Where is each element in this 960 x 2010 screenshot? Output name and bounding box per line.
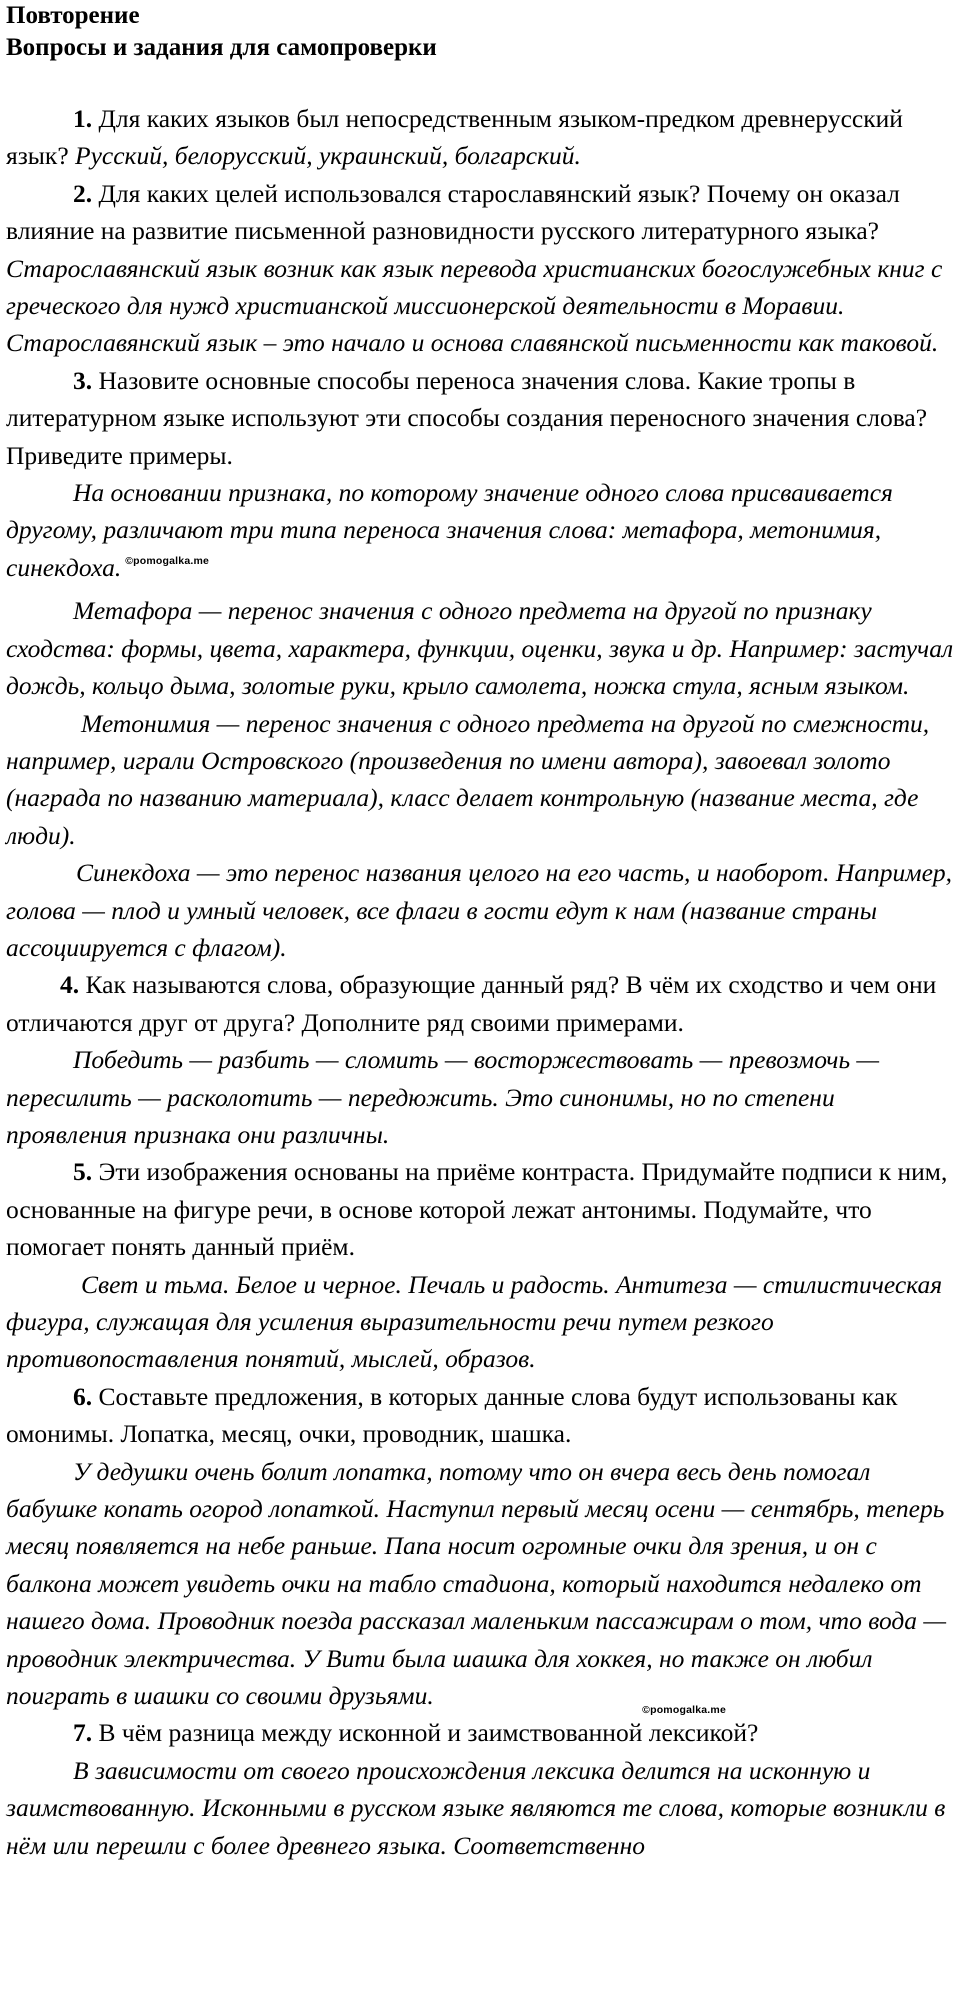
section-title: Повторение bbox=[6, 2, 140, 29]
answer-paragraph bbox=[6, 474, 956, 592]
answer-paragraph: Метафора — перенос значения с одного предмета на другой по признаку сходства: формы, цвета, характера, функции, оценки, звука и др. Например: застучал дождь, кольцо дыма, золотые руки, крыло самолета, ножка стула, ясным языком. bbox=[6, 596, 954, 701]
question-text: В чём разница между исконной и заимствованной лексикой? bbox=[92, 1718, 759, 1748]
question-2 bbox=[6, 175, 956, 362]
question-3 bbox=[6, 362, 956, 474]
answer-inline: Русский, белорусский, украинский, болгарский. bbox=[75, 141, 581, 171]
answer-paragraph: У дедушки очень болит лопатка, потому что он вчера весь день помогал бабушке копать огород лопаткой. Наступил первый месяц осени — сентябрь, теперь месяц появляется на небе раньше. Папа носит огромные очки для зрения, и он с балкона может увидеть очки на табло стадиона, который находится недалеко от нашего дома. Проводник поезда рассказал маленьким пассажирам о том, что вода — проводник электричества. У Вити была шашка для хоккея, но также он любил поиграть в шашки со своими друзьями. bbox=[6, 1456, 947, 1711]
answer-text: На основании признака, по которому значение одного слова присваивается другому, различают три типа переноса значения слова: метафора, метонимия, синекдоха. bbox=[6, 478, 893, 582]
answer-paragraph: Победить — разбить — сломить — восторжествовать — превозмочь — пересилить — расколотить — передюжить. Это синонимы, но по степени проявления признака они различны. bbox=[6, 1045, 880, 1149]
question-number: 2. bbox=[73, 178, 93, 208]
question-6 bbox=[6, 1378, 956, 1453]
question-1 bbox=[6, 100, 956, 175]
document-page: Повторение Вопросы и задания для самопроверки 1. Для каких языков был непосредственным языком-предком древнерусский язык? Русский, белорусский, украинский, болгарский. 2. Для каких целей использовался старославянский язык? Почему он оказал влияние на развитие письменной разновидности русского литературного языка? Старославянский язык возник как язык перевода христианских богослужебных книг с греческого для нужд христианской миссионерской деятельности в Моравии. Старославянский язык – это начало и основа славянской письменности как таковой. 3. Назовите основные способы переноса значения слова. Какие тропы в литературном языке используют эти способы создания переносного значения слова? Приведите примеры. На основании признака, по которому значение одного слова присваивается другому, различают три типа переноса значения слова: метафора, метонимия, синекдоха. $^{©pomogalka.me}$ Метафора — перенос значения с одного предмета на другой по признаку сходства: формы, цвета, характера, функции, оценки, звука и др. Например: застучал дождь, кольцо дыма, золотые руки, крыло самолета, ножка стула, ясным языком. Метонимия — перенос значения с одного предмета на другой по смежности, например, играли Островского (произведения по имени автора), завоевал золото (награда по названию материала), класс делает контрольную (название места, где люди). Синекдоха — это перенос названия целого на его часть, и наоборот. Например, голова — плод и умный человек, все флаги в гости едут к нам (название страны ассоциируется с флагом). 4. Как называются слова, образующие данный ряд? В чём их сходство и чем они отличаются друг от друга? Дополните ряд своими примерами. Победить — разбить — сломить — восторжествовать — превозмочь — пересилить — расколотить — передюжить. Это синонимы, но по степени проявления признака они различны. 5. Эти изображения основаны на приёме контраста. Придумайте подписи к ним, основанные на фигуре речи, в основе которой лежат антонимы. Подумайте, что помогает понять данный приём. Свет и тьма. Белое и черное. Печаль и радость. Антитеза — стилистическая фигура, служащая для усиления выразительности речи путем резкого противопоставления понятий, мыслей, образов. 6. Составьте предложения, в которых данные слова будут использованы как омонимы. Лопатка, месяц, очки, проводник, шашка. У дедушки очень болит лопатка, потому что он вчера весь день помогал бабушке копать огород лопаткой. Наступил первый месяц осени — сентябрь, теперь месяц появляется на небе раньше. Папа носит огромные очки для зрения, и он с балкона может увидеть очки на табло стадиона, который находится недалеко от нашего дома. Проводник поезда рассказал маленьким пассажирам о том, что вода — проводник электричества. У Вити была шашка для хоккея, но также он любил поиграть в шашки со своими друзьями. ©pomogalka.me 7. В чём разница между исконной и заимствованной лексикой? В зависимости от своего происхождения лексика делится на исконную и заимствованную. Исконными в русском языке являются те слова, которые возникли в нём или перешли с более древнего языка. Соответственно bbox=[0, 0, 960, 2010]
question-number: 6. bbox=[73, 1381, 93, 1411]
question-text: Составьте предложения, в которых данные слова будут использованы как омонимы. Лопатка, месяц, очки, проводник, шашка. bbox=[6, 1381, 898, 1449]
question-7 bbox=[6, 1714, 956, 1751]
question-4 bbox=[6, 966, 956, 1041]
question-number: 1. bbox=[73, 104, 93, 133]
question-text: Для каких языков был непосредственным языком-предком древнерусский язык? bbox=[6, 104, 903, 171]
answer-paragraph: В зависимости от своего происхождения лексика делится на исконную и заимствованную. Исконными в русском языке являются те слова, которые возникли в нём или перешли с более древнего языка. Соответственно bbox=[6, 1755, 946, 1860]
answer-paragraph: Синекдоха — это перенос названия целого на его часть, и наоборот. Например, голова — плод и умный человек, все флаги в гости едут к нам (название страны ассоциируется с флагом). bbox=[6, 858, 953, 962]
answer-paragraph: Метонимия — перенос значения с одного предмета на другой по смежности, например, играли Островского (произведения по имени автора), завоевал золото (награда по названию материала), класс делает контрольную (название места, где люди). bbox=[6, 708, 930, 850]
question-number: 4. bbox=[60, 970, 80, 1000]
question-number: 7. bbox=[73, 1718, 93, 1748]
question-text: Для каких целей использовался старославянский язык? Почему он оказал влияние на развитие письменной разновидности русского литературного языка? bbox=[6, 178, 900, 246]
question-text: Эти изображения основаны на приёме контраста. Придумайте подписи к ним, основанные на фигуре речи, в основе которой лежат антонимы. Подумайте, что помогает понять данный приём. bbox=[6, 1157, 948, 1262]
question-number: 3. bbox=[73, 365, 93, 395]
answer-paragraph: Свет и тьма. Белое и черное. Печаль и радость. Антитеза — стилистическая фигура, служащая для усиления выразительности речи путем резкого противопоставления понятий, мыслей, образов. bbox=[6, 1269, 943, 1374]
section-subtitle: Вопросы и задания для самопроверки bbox=[6, 34, 437, 61]
question-number: 5. bbox=[73, 1157, 93, 1187]
watermark-text: ©pomogalka.me bbox=[125, 554, 210, 567]
question-text: Назовите основные способы переноса значения слова. Какие тропы в литературном языке используют эти способы создания переносного значения слова? Приведите примеры. bbox=[6, 365, 928, 470]
question-text: Как называются слова, образующие данный ряд? В чём их сходство и чем они отличаются друг от друга? Дополните ряд своими примерами. bbox=[6, 970, 937, 1037]
answer-inline: Старославянский язык возник как язык перевода христианских богослужебных книг с греческого для нужд христианской миссионерской деятельности в Моравии. Старославянский язык – это начало и основа славянской письменности как таковой. bbox=[6, 253, 943, 358]
question-5 bbox=[6, 1153, 956, 1265]
